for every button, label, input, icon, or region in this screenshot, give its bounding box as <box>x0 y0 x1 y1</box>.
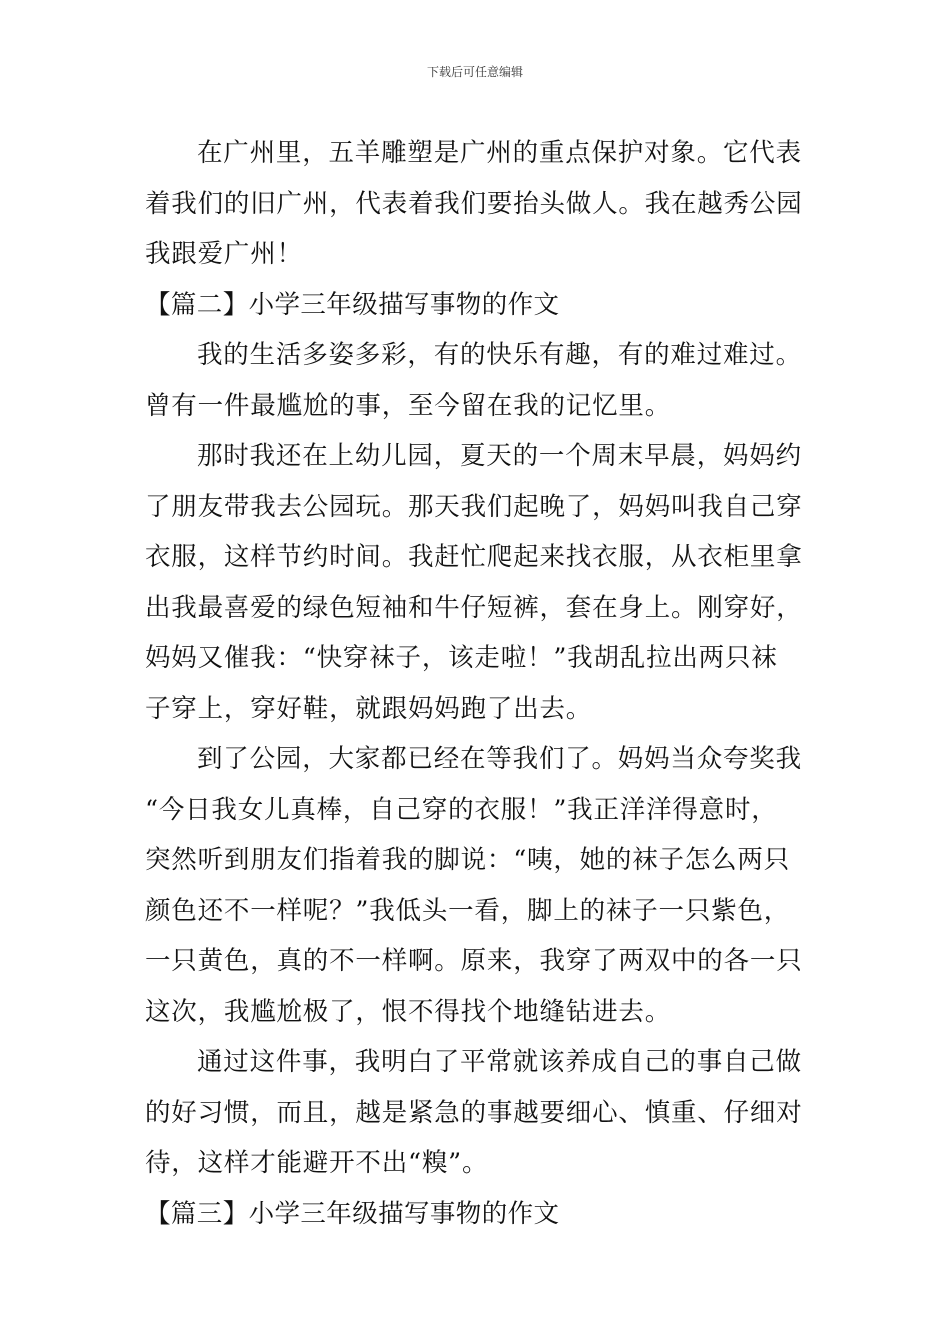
paragraph-line: 待，这样才能避开不出“糗”。 <box>145 1148 489 1178</box>
section-heading: 【篇三】小学三年级描写事物的作文 <box>145 1198 560 1229</box>
paragraph-line: 通过这件事，我明白了平常就该养成自己的事自己做 <box>197 1047 802 1077</box>
paragraph-line: 妈妈又催我：“快穿袜子，该走啦！”我胡乱拉出两只袜 <box>145 643 778 673</box>
paragraph-line: 曾有一件最尴尬的事，至今留在我的记忆里。 <box>145 390 672 421</box>
paragraph-line: 颜色还不一样呢？”我低头一看，脚上的袜子一只紫色， <box>145 895 791 926</box>
paragraph-line: 出我最喜爱的绿色短袖和牛仔短裤，套在身上。刚穿好， <box>145 592 803 623</box>
paragraph-line: 的好习惯，而且，越是紧急的事越要细心、慎重、仔细对 <box>145 1097 803 1128</box>
document-body <box>145 128 809 1239</box>
page-header: 下载后可任意编辑 <box>426 65 523 79</box>
paragraph-line: 到了公园，大家都已经在等我们了。妈妈当众夸奖我 <box>197 744 802 774</box>
paragraph-line: 那时我还在上幼儿园，夏天的一个周末早晨，妈妈约 <box>197 441 802 471</box>
section-heading: 【篇二】小学三年级描写事物的作文 <box>145 289 560 320</box>
paragraph-line: 子穿上，穿好鞋，就跟妈妈跑了出去。 <box>145 693 593 724</box>
paragraph-line: 突然听到朋友们指着我的脚说：“咦，她的袜子怎么两只 <box>145 845 791 875</box>
paragraph-line: 着我们的旧广州，代表着我们要抬头做人。我在越秀公园 <box>145 188 803 219</box>
paragraph-line: 一只黄色，真的不一样啊。原来，我穿了两双中的各一只 <box>145 946 803 976</box>
paragraph-line: 我跟爱广州！ <box>145 239 303 269</box>
paragraph-line: 在广州里，五羊雕塑是广州的重点保护对象。它代表 <box>197 138 802 168</box>
paragraph-line: “今日我女儿真棒，自己穿的衣服！”我正洋洋得意时， <box>145 794 778 825</box>
paragraph-line: 这次，我尴尬极了，恨不得找个地缝钻进去。 <box>145 996 672 1027</box>
paragraph-line: 衣服，这样节约时间。我赶忙爬起来找衣服，从衣柜里拿 <box>145 542 803 572</box>
paragraph-line: 了朋友带我去公园玩。那天我们起晚了，妈妈叫我自己穿 <box>145 491 803 522</box>
paragraph-line: 我的生活多姿多彩，有的快乐有趣，有的难过难过。 <box>197 340 802 370</box>
